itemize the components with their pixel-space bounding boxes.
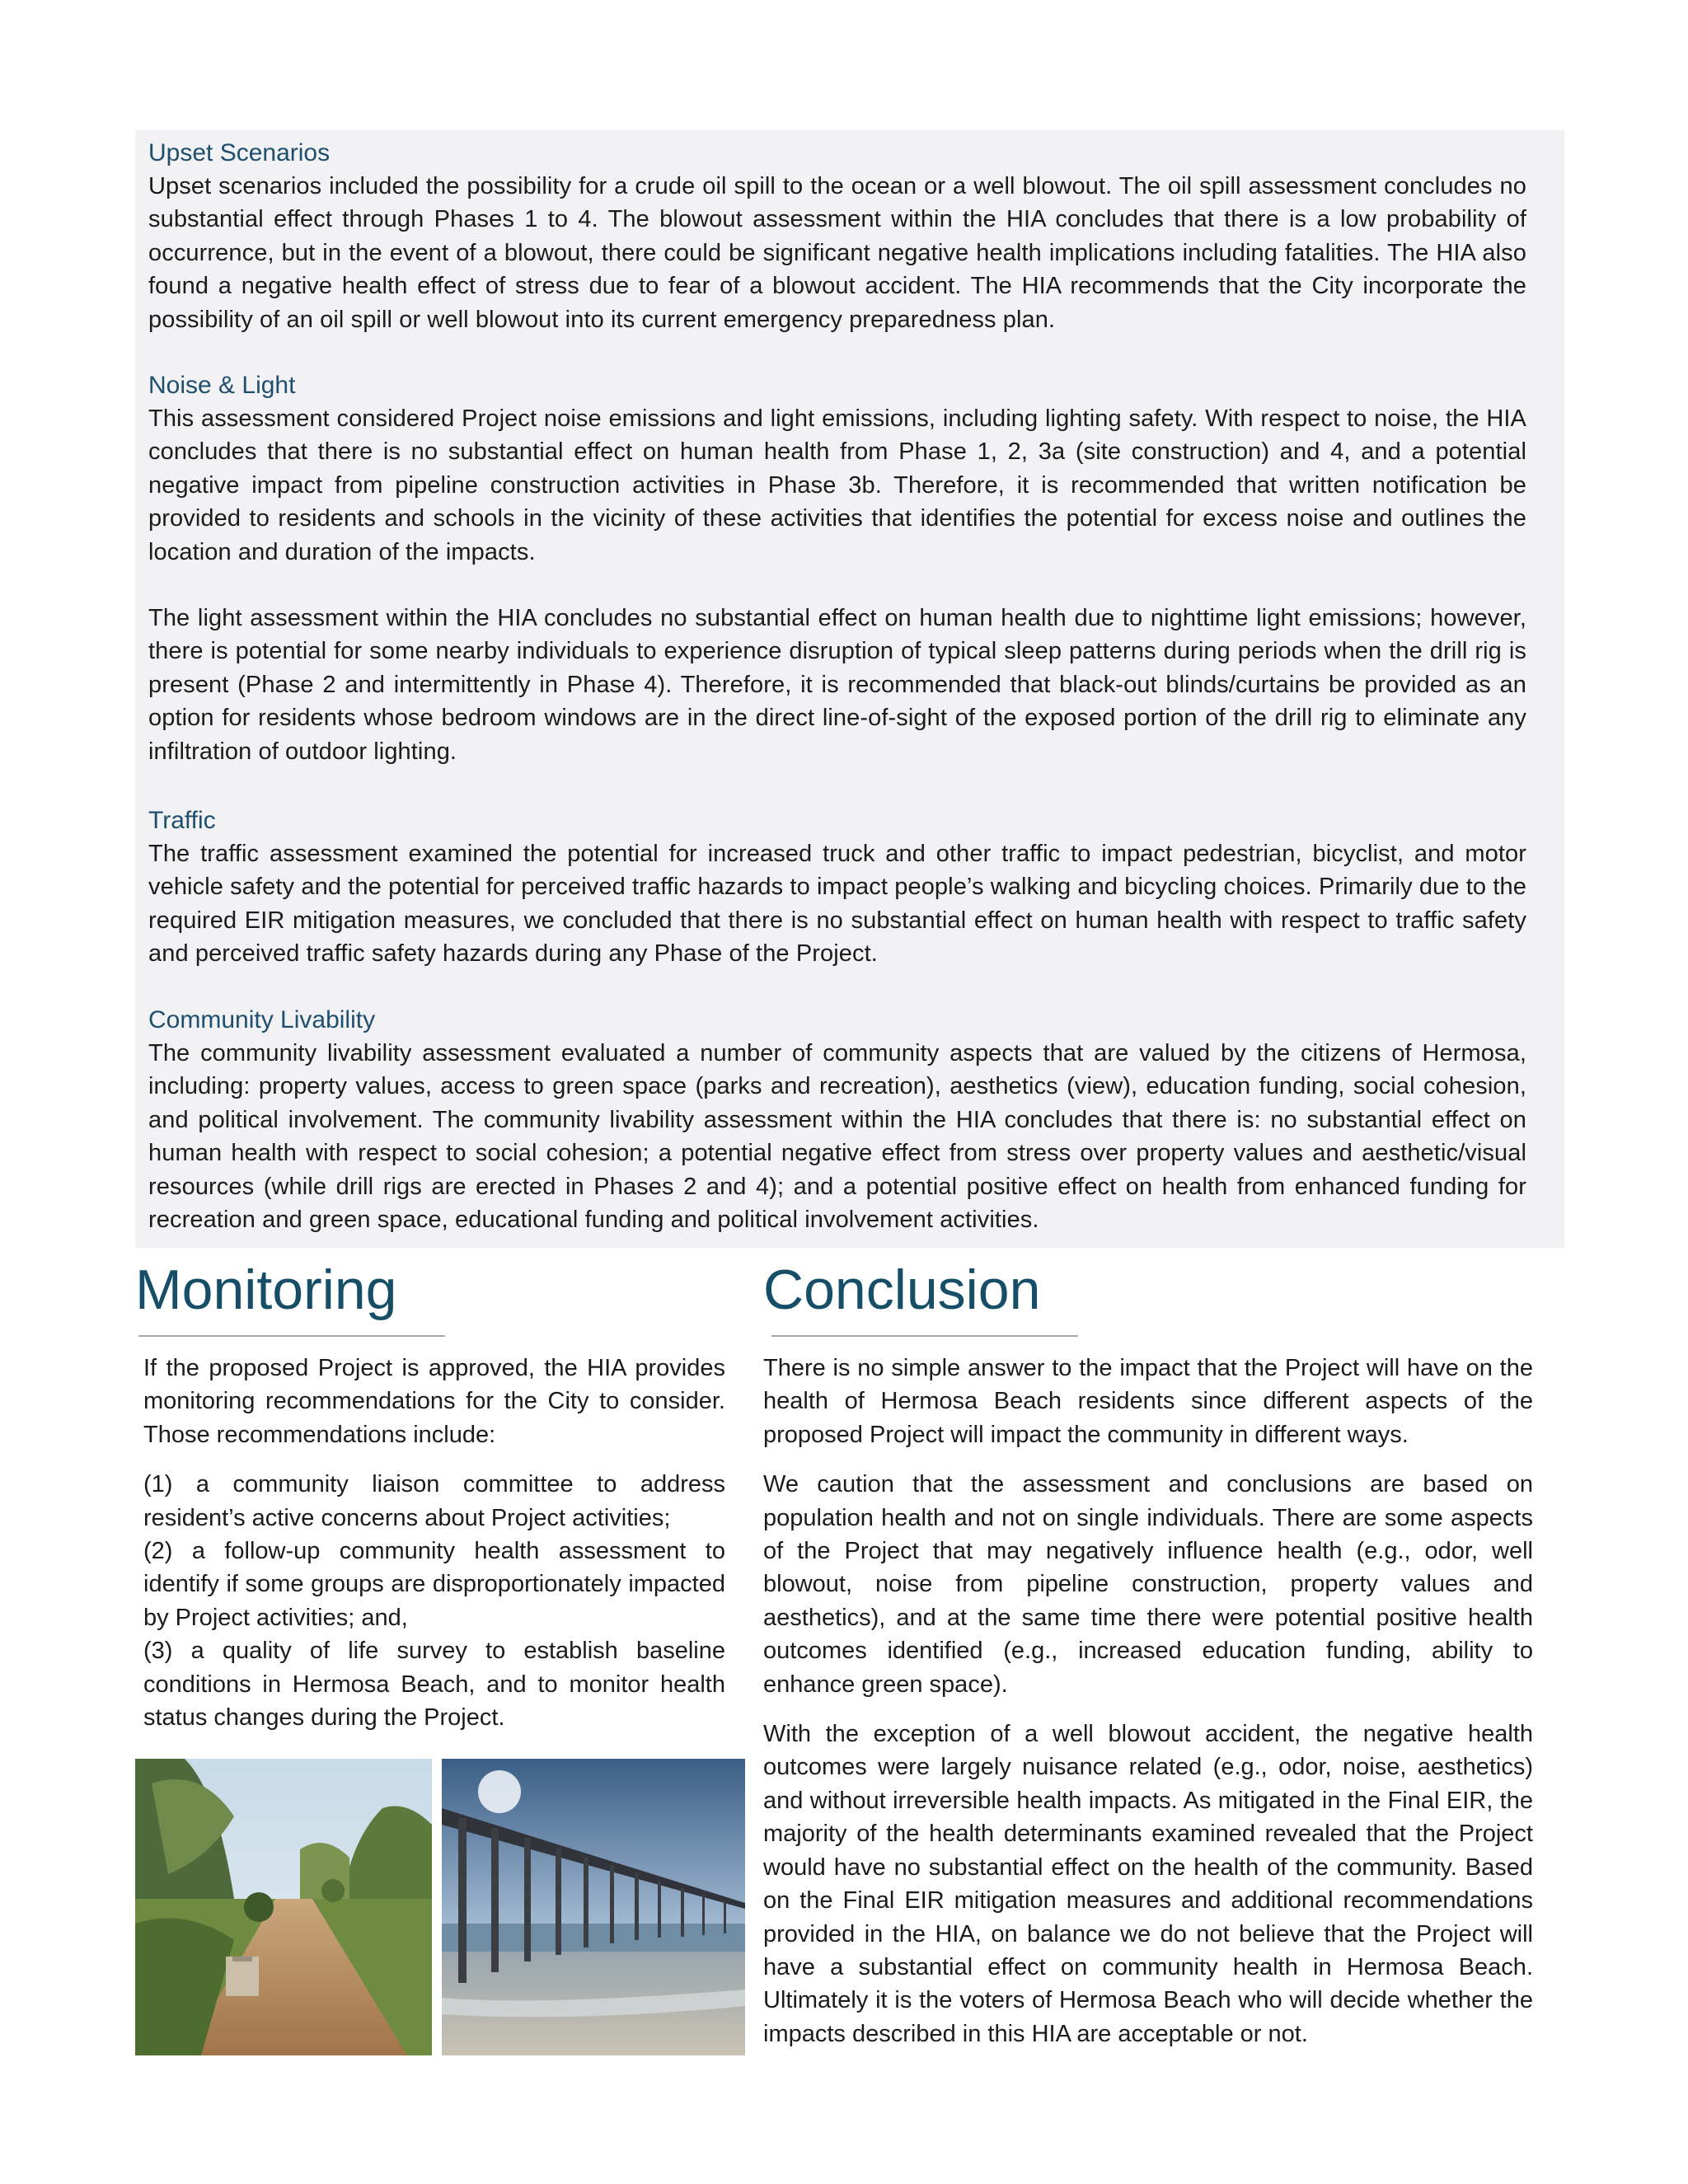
monitoring-item-3: (3) a quality of life survey to establish baseline conditions in Hermosa Beach, and to monitor health status changes during the Project.	[143, 1638, 725, 1732]
community-body: The community livability assessment evaluated a number of community aspects that are valued by the citizens of Hermosa, including: property values, access to green space (parks and recreation), aesthetics (view), education funding, social cohesion, and political involvement. The community livability assessment within the HIA concludes that there is: no substantial effect on human health with respect to social cohesion; a potential negative effect from stress over property values and aesthetic/visual resources (while drill rigs are erected in Phases 2 and 4); and a potential positive effect on health from enhanced funding for recreation and green space, educational funding and political involvement activities.	[148, 1040, 1526, 1234]
community-section	[148, 1004, 1526, 1236]
monitoring-item-1: (1) a community liaison committee to address resident’s active concerns about Project activities;	[143, 1471, 725, 1531]
conclusion-para-3: With the exception of a well blowout accident, the negative health outcomes were largely nuisance related (e.g., odor, noise, aesthetics) and without irreversible health impacts. As mitigated in the Final EIR, the majority of the health determinants examined revealed that the Project would have no substantial effect on the health of the community. Based on the Final EIR mitigation measures and additional recommendations provided in the HIA, on balance we do not believe that the Project will have a substantial effect on community health in Hermosa Beach. Ultimately it is the voters of Hermosa Beach who will decide whether the impacts described in this HIA are acceptable or not.	[763, 1721, 1533, 2047]
conclusion-rule	[771, 1335, 1078, 1337]
monitoring-item-2: (2) a follow-up community health assessment to identify if some groups are disproportionately impacted by Project activities; and,	[143, 1538, 725, 1631]
conclusion-para-1: There is no simple answer to the impact that the Project will have on the health of Hermosa Beach residents since different aspects of the proposed Project will impact the community in different ways.	[763, 1355, 1533, 1448]
noise-body-2: The light assessment within the HIA concludes no substantial effect on human health due to nighttime light emissions; however, there is potential for some nearby individuals to experience disruption of typical sleep patterns during periods when the drill rig is present (Phase 2 and intermittently in Phase 4). Therefore, it is recommended that black-out blinds/curtains be provided as an option for residents whose bedroom windows are in the direct line-of-sight of the exposed portion of the drill rig to eliminate any infiltration of outdoor lighting.	[148, 605, 1526, 765]
monitoring-heading: Monitoring	[135, 1258, 397, 1321]
noise-body-1: This assessment considered Project noise emissions and light emissions, including lighting safety. With respect to noise, the HIA concludes that there is no substantial effect on human health from Phase 1, 2, 3a (site construction) and 4, and a potential negative impact from pipeline construction activities in Phase 3b. Therefore, it is recommended that written notification be provided to residents and schools in the vicinity of these activities that identifies the potential for excess noise and outlines the location and duration of the impacts.	[148, 405, 1526, 565]
noise-section	[148, 369, 1526, 768]
community-title: Community Livability	[148, 1006, 376, 1033]
conclusion-para-2: We caution that the assessment and conclusions are based on population health and not on single individuals. There are some aspects of the Project that may negatively influence health (e.g., odor, well blowout, noise from pipeline construction, property values and aesthetics), and at the same time there were potential positive health outcomes identified (e.g., increased education funding, ability to enhance green space).	[763, 1471, 1533, 1698]
monitoring-column	[143, 1352, 725, 1734]
upset-section	[148, 137, 1526, 336]
traffic-section	[148, 804, 1526, 971]
conclusion-column	[763, 1352, 1533, 2067]
noise-title: Noise & Light	[148, 372, 296, 399]
traffic-body: The traffic assessment examined the potential for increased truck and other traffic to impact pedestrian, bicyclist, and motor vehicle safety and the potential for perceived traffic hazards to impact people’s walking and bicycling choices. Primarily due to the required EIR mitigation measures, we concluded that there is no substantial effect on human health with respect to traffic safety and perceived traffic safety hazards during any Phase of the Project.	[148, 841, 1526, 968]
upset-title: Upset Scenarios	[148, 139, 331, 166]
conclusion-heading: Conclusion	[763, 1258, 1041, 1321]
pier-photo	[442, 1759, 745, 2055]
upset-body: Upset scenarios included the possibility for a crude oil spill to the ocean or a well blowout. The oil spill assessment concludes no substantial effect through Phases 1 to 4. The blowout assessment within the HIA concludes that there is a low probability of occurrence, but in the event of a blowout, there could be significant negative health implications including fatalities. The HIA also found a negative health effect of stress due to fear of a blowout accident. The HIA recommends that the City incorporate the possibility of an oil spill or well blowout into its current emergency preparedness plan.	[148, 173, 1526, 333]
monitoring-intro: If the proposed Project is approved, the HIA provides monitoring recommendations for the City to consider. Those recommendations include:	[143, 1355, 725, 1448]
monitoring-rule	[138, 1335, 445, 1337]
park-path-photo	[135, 1759, 432, 2055]
traffic-title: Traffic	[148, 807, 216, 834]
